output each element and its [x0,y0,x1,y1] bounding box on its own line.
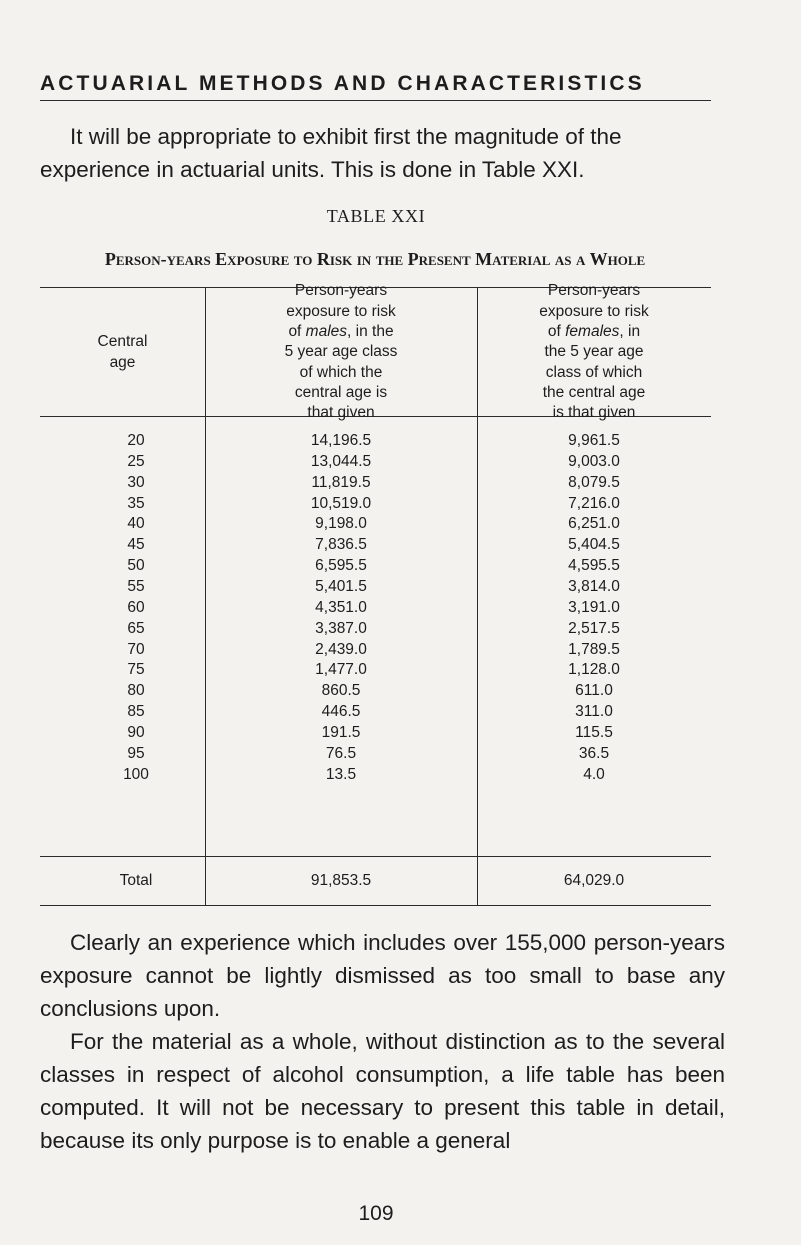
header-central-age [40,288,205,417]
cell-age: 90 [127,723,145,741]
cell-females: 5,404.5 [568,536,620,554]
cell-males: 446.5 [321,703,361,721]
header-females-post: , in the 5 year age class of which the central age is that given [542,323,646,422]
header-females-pre: Person-years exposure to risk of [539,282,649,341]
cell-age: 35 [127,494,145,512]
cell-males: 5,401.5 [315,577,367,595]
cell-males: 14,196.5 [310,432,372,449]
paragraph-conclusion: Clearly an experience which includes over 155,000 person-years exposure cannot be lightly dismissed as too small to base any conclusions upon. [40,930,725,1021]
cell-females: 3,814.0 [568,577,620,595]
cell-age: 45 [127,536,145,554]
cell-females: 311.0 [575,703,613,721]
cell-age: 60 [127,598,145,616]
cell-females: 4.0 [583,765,605,783]
cell-males: 191.5 [321,723,361,741]
cell-age: 85 [127,703,145,721]
cell-age: 55 [127,577,145,595]
cell-females: 36.5 [578,744,610,762]
cell-females: 7,216.0 [568,494,620,512]
cell-females: 4,595.5 [568,557,620,575]
cell-males: 1,477.0 [315,661,367,679]
cell-females: 115.5 [575,723,613,741]
cell-age: 50 [127,557,145,575]
intro-paragraph [40,120,725,186]
cell-females: 3,191.0 [568,598,620,616]
data-table [40,282,711,906]
header-central-age-text: Central age [97,333,148,371]
cell-age: 70 [127,640,145,658]
cell-age: 75 [127,661,145,679]
cell-age: 80 [127,682,145,700]
cell-males: 13.5 [325,765,357,783]
total-rule [40,856,711,857]
running-head-rule [40,100,711,101]
cell-age: 30 [127,473,145,491]
header-males-post: , in the 5 year age class of which the central age is that given [284,323,398,422]
cell-females: 1,789.5 [568,640,620,658]
cell-age: 100 [123,765,149,783]
cell-males: 10,519.0 [310,494,372,512]
cell-males: 860.5 [321,682,361,700]
table-caption: Person-years Exposure to Risk in the Present Material as a Whole [104,249,646,269]
cell-males: 3,387.0 [315,619,367,637]
running-head: ACTUARIAL METHODS AND CHARACTERISTICS [40,72,645,95]
table-title: TABLE XXI [326,206,426,226]
cell-females: 9,961.5 [568,432,620,449]
total-females: 64,029.0 [563,872,625,889]
cell-age: 40 [127,515,145,533]
cell-males: 6,595.5 [315,557,367,575]
header-males-pre: Person-years exposure to risk of [286,282,396,341]
cell-males: 7,836.5 [315,536,367,554]
cell-females: 6,251.0 [568,515,620,533]
cell-females: 8,079.5 [568,473,620,491]
total-males: 91,853.5 [310,872,372,889]
cell-females: 2,517.5 [568,619,620,637]
intro-line-1: It will be appropriate to exhibit first the magnitude of the [70,124,622,149]
intro-line-2: experience in actuarial units. This is done in Table XXI. [40,157,585,182]
cell-age: 20 [127,432,145,449]
header-males-em: males [305,323,348,341]
total-label: Total [119,872,153,889]
cell-males: 4,351.0 [315,598,367,616]
cell-age: 65 [127,619,145,637]
cell-age: 95 [127,744,145,762]
header-females-em: females [565,323,620,341]
header-males [205,282,477,422]
cell-males: 13,044.5 [310,452,372,470]
cell-males: 76.5 [325,744,357,762]
paragraph-life-table: For the material as a whole, without distinction as to the several classes in respect of alcohol consumption, a life table has been computed. It will not be necessary to present this table in detail, because its only purpose is to enable a general [40,1029,725,1153]
cell-males: 2,439.0 [315,640,367,658]
cell-males: 9,198.0 [315,515,367,533]
page-number: 109 [358,1202,394,1225]
cell-males: 11,819.5 [311,473,371,491]
cell-females: 1,128.0 [568,661,620,679]
header-females [477,282,711,422]
cell-females: 9,003.0 [568,452,620,470]
cell-age: 25 [127,452,145,470]
cell-females: 611.0 [575,682,613,700]
